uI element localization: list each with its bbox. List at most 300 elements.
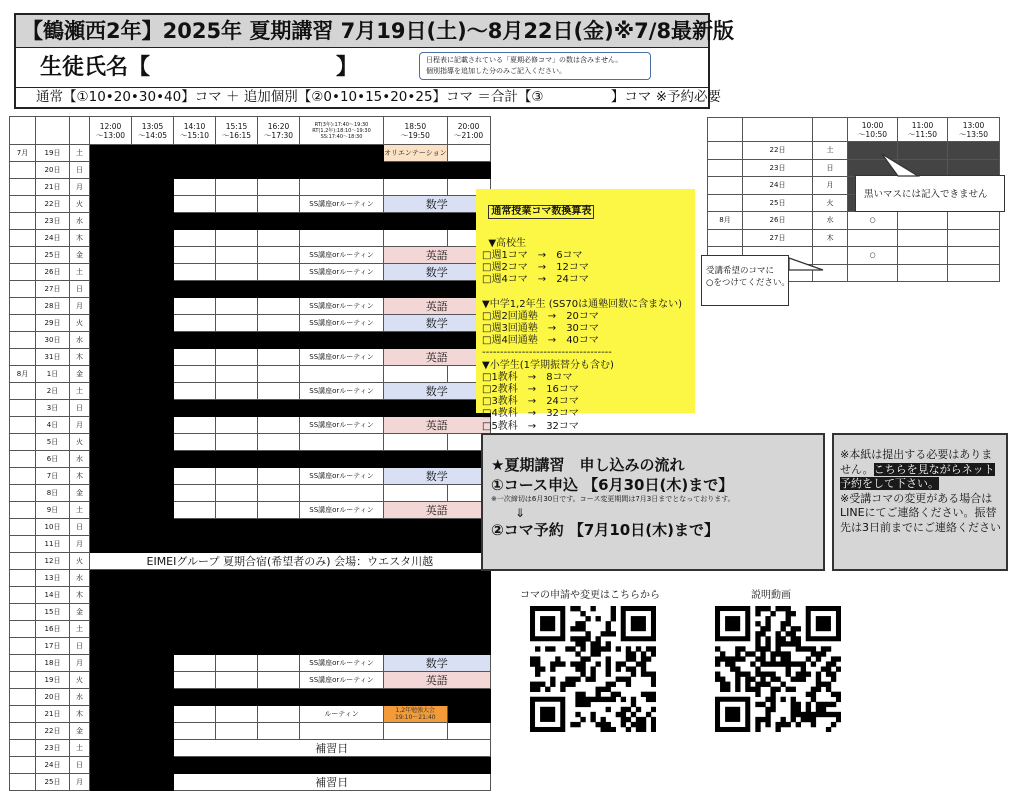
weekday-cell: 火 — [70, 553, 90, 570]
page-title: 【鶴瀬西2年】2025年 夏期講習 7月19日(土)～8月22日(金)※7/8最新版 — [16, 15, 708, 48]
blocked-cell — [258, 332, 300, 349]
blocked-cell — [174, 621, 216, 638]
blocked-cell — [384, 570, 448, 587]
month-cell — [10, 383, 36, 400]
open-slot[interactable] — [174, 672, 216, 689]
open-slot[interactable] — [174, 434, 216, 451]
callout-pointer-2 — [787, 250, 825, 274]
header-weekday — [70, 117, 90, 145]
blocked-cell — [132, 621, 174, 638]
conversion-body: ▼高校生 □週1コマ → 6コマ □週2コマ → 12コマ □週4コマ → 24コマ ▼中学1,2年生 (SS70は通塾回数に含まない) □週2回通塾 → 20コマ □週3回通塾 → 30コマ □週4回通塾 → 40コマ ------------------------------------ ▼小学生(1学期振替分も含む) □1教科 → 8コマ □2教科 → 16コマ □3教科 → 24コマ □4教科 → 32コマ □5教科 → 32コマ — [482, 237, 682, 432]
open-slot[interactable] — [216, 655, 258, 672]
subject-cell: 数学 — [384, 315, 491, 332]
open-slot[interactable] — [216, 485, 258, 502]
date-cell: 29日 — [36, 315, 70, 332]
open-slot[interactable] — [216, 230, 258, 247]
blocked-cell — [300, 621, 384, 638]
open-slot[interactable] — [384, 723, 448, 740]
open-slot[interactable] — [174, 264, 216, 281]
weekday-cell: 月 — [70, 179, 90, 196]
open-slot[interactable] — [216, 417, 258, 434]
blocked-cell — [216, 281, 258, 298]
ss-routine-cell: SS講座orルーティン — [300, 672, 384, 689]
schedule-row — [10, 332, 491, 349]
blocked-cell — [258, 689, 300, 706]
blocked-cell — [300, 400, 384, 417]
month-cell — [10, 689, 36, 706]
open-slot[interactable] — [384, 434, 448, 451]
open-slot[interactable] — [174, 349, 216, 366]
ss-routine-cell: SS講座orルーティン — [300, 349, 384, 366]
month-cell — [10, 519, 36, 536]
schedule-row — [10, 451, 491, 468]
time-slot-header: 11:00 ～11:50 — [898, 118, 948, 142]
open-slot[interactable] — [174, 179, 216, 196]
schedule-row — [10, 400, 491, 417]
schedule-row — [10, 553, 491, 570]
date-cell: 12日 — [36, 553, 70, 570]
weekday-cell: 水 — [70, 451, 90, 468]
open-slot[interactable] — [258, 349, 300, 366]
month-cell — [10, 468, 36, 485]
blocked-cell — [447, 706, 490, 723]
weekday-cell: 土 — [70, 383, 90, 400]
qr-code-booking[interactable] — [530, 606, 656, 732]
schedule-row — [10, 417, 491, 434]
blocked-cell — [132, 179, 174, 196]
slot-cell — [898, 212, 948, 230]
schedule-row — [10, 145, 491, 162]
open-slot[interactable] — [216, 723, 258, 740]
blocked-cell — [132, 162, 174, 179]
open-slot[interactable] — [174, 315, 216, 332]
date-cell: 22日 — [743, 142, 813, 160]
open-slot[interactable] — [174, 196, 216, 213]
blocked-cell — [216, 162, 258, 179]
weekday-cell: 月 — [70, 536, 90, 553]
date-cell: 18日 — [36, 655, 70, 672]
date-cell: 27日 — [743, 229, 813, 247]
weekday-cell: 金 — [70, 723, 90, 740]
blocked-cell — [132, 757, 174, 774]
blocked-cell — [90, 468, 132, 485]
open-slot[interactable] — [174, 723, 216, 740]
open-slot[interactable] — [216, 706, 258, 723]
blocked-cell — [384, 621, 448, 638]
blocked-cell — [300, 213, 384, 230]
month-cell — [708, 177, 743, 195]
slot-cell — [898, 247, 948, 265]
blocked-cell — [384, 757, 448, 774]
blocked-cell — [90, 434, 132, 451]
date-cell: 22日 — [36, 723, 70, 740]
callout-pointer — [880, 152, 920, 178]
blocked-cell — [948, 159, 1000, 177]
month-cell — [10, 247, 36, 264]
weekday-cell: 土 — [70, 740, 90, 757]
weekday-cell: 火 — [70, 315, 90, 332]
open-slot[interactable] — [384, 179, 448, 196]
blocked-cell — [384, 400, 448, 417]
blocked-cell — [174, 400, 216, 417]
date-cell: 6日 — [36, 451, 70, 468]
month-cell — [10, 485, 36, 502]
weekday-cell: 金 — [70, 366, 90, 383]
callout-note: 日程表に記載されている「夏期必修コマ」の数は含みません。 個別指導を追加した分のみご記入ください。 — [419, 52, 651, 80]
blocked-cell — [258, 604, 300, 621]
subject-cell: 英語 — [384, 298, 491, 315]
open-slot[interactable] — [216, 434, 258, 451]
notice-c: ※受講コマの変更がある場合はLINEにてご連絡ください。振替先は3日前までにご連絡ください — [840, 491, 1001, 534]
blocked-cell — [132, 723, 174, 740]
blocked-cell — [384, 519, 448, 536]
schedule-row — [10, 366, 491, 383]
open-slot[interactable] — [300, 723, 384, 740]
open-slot[interactable] — [258, 179, 300, 196]
right-header-row — [708, 118, 1000, 142]
blocked-cell — [90, 587, 132, 604]
slot-cell: ○ — [848, 212, 898, 230]
blocked-cell — [300, 451, 384, 468]
weekday-cell: 月 — [70, 655, 90, 672]
open-slot[interactable] — [258, 264, 300, 281]
month-cell — [10, 621, 36, 638]
blocked-cell — [132, 672, 174, 689]
weekday-cell: 木 — [70, 587, 90, 604]
open-slot[interactable] — [216, 298, 258, 315]
blocked-cell — [384, 536, 448, 553]
blocked-cell — [90, 621, 132, 638]
blocked-cell — [174, 638, 216, 655]
blocked-cell — [90, 757, 132, 774]
time-slot-header: 16:20 ～17:30 — [258, 117, 300, 145]
blocked-cell — [90, 264, 132, 281]
blocked-cell — [90, 179, 132, 196]
header-date — [36, 117, 70, 145]
month-cell: 8月 — [10, 366, 36, 383]
month-cell — [10, 723, 36, 740]
open-slot[interactable] — [384, 485, 448, 502]
blocked-cell — [258, 587, 300, 604]
weekday-cell: 土 — [70, 264, 90, 281]
open-slot[interactable] — [258, 468, 300, 485]
open-slot[interactable] — [216, 349, 258, 366]
open-slot[interactable] — [258, 230, 300, 247]
open-slot[interactable] — [216, 468, 258, 485]
weekday-cell: 月 — [70, 298, 90, 315]
month-cell — [10, 655, 36, 672]
schedule-row — [10, 196, 491, 213]
schedule-row — [10, 587, 491, 604]
blocked-cell — [90, 349, 132, 366]
date-cell: 26日 — [36, 264, 70, 281]
empty-cell — [447, 145, 490, 162]
month-cell — [10, 196, 36, 213]
blocked-cell — [132, 230, 174, 247]
month-cell — [10, 570, 36, 587]
blocked-cell — [90, 451, 132, 468]
weekday-cell: 日 — [70, 281, 90, 298]
open-slot[interactable] — [216, 502, 258, 519]
slot-cell — [948, 264, 1000, 282]
blocked-cell — [447, 604, 490, 621]
weekday-cell: 金 — [70, 247, 90, 264]
blocked-cell — [132, 570, 174, 587]
month-cell — [10, 264, 36, 281]
weekday-cell: 土 — [813, 142, 848, 160]
schedule-row — [10, 621, 491, 638]
open-slot[interactable] — [174, 247, 216, 264]
blocked-cell — [384, 281, 448, 298]
month-cell — [10, 536, 36, 553]
date-cell: 4日 — [36, 417, 70, 434]
date-cell: 24日 — [743, 177, 813, 195]
ss-routine-cell: SS講座orルーティン — [300, 247, 384, 264]
blocked-cell — [258, 757, 300, 774]
schedule-row — [10, 706, 491, 723]
open-slot[interactable] — [300, 485, 384, 502]
month-cell — [10, 417, 36, 434]
header-date — [743, 118, 813, 142]
blocked-cell — [132, 604, 174, 621]
weekday-cell: 金 — [70, 604, 90, 621]
blocked-cell — [90, 502, 132, 519]
weekday-cell: 水 — [70, 332, 90, 349]
blocked-cell — [90, 162, 132, 179]
open-slot[interactable] — [258, 298, 300, 315]
date-cell: 26日 — [743, 212, 813, 230]
blocked-cell — [132, 536, 174, 553]
date-cell: 3日 — [36, 400, 70, 417]
schedule-row — [10, 281, 491, 298]
schedule-row — [10, 655, 491, 672]
blocked-cell — [216, 689, 258, 706]
right-row — [708, 229, 1000, 247]
header-month — [708, 118, 743, 142]
schedule-row — [10, 672, 491, 689]
open-slot[interactable] — [258, 672, 300, 689]
blocked-cell — [300, 536, 384, 553]
subject-cell: 英語 — [384, 247, 491, 264]
schedule-row — [10, 536, 491, 553]
blocked-cell — [216, 213, 258, 230]
blocked-cell — [90, 315, 132, 332]
month-cell — [10, 451, 36, 468]
right-row — [708, 159, 1000, 177]
slot-cell — [948, 247, 1000, 265]
month-cell — [10, 502, 36, 519]
month-cell — [10, 757, 36, 774]
blocked-cell — [447, 162, 490, 179]
schedule-row — [10, 689, 491, 706]
open-slot[interactable] — [216, 315, 258, 332]
blocked-cell — [384, 162, 448, 179]
blocked-cell — [258, 621, 300, 638]
open-slot[interactable] — [384, 366, 448, 383]
weekday-cell: 日 — [70, 162, 90, 179]
ss-routine-cell: SS講座orルーティン — [300, 417, 384, 434]
time-slot-header: 10:00 ～10:50 — [848, 118, 898, 142]
blocked-cell — [258, 570, 300, 587]
open-slot[interactable] — [258, 502, 300, 519]
blocked-cell — [447, 587, 490, 604]
schedule-row — [10, 468, 491, 485]
month-cell: 7月 — [10, 145, 36, 162]
date-cell: 19日 — [36, 145, 70, 162]
open-slot[interactable] — [300, 434, 384, 451]
open-slot[interactable] — [174, 298, 216, 315]
blocked-cell — [384, 689, 448, 706]
blocked-cell — [258, 638, 300, 655]
blocked-cell — [216, 332, 258, 349]
weekday-cell: 火 — [70, 672, 90, 689]
open-slot[interactable] — [258, 366, 300, 383]
open-slot[interactable] — [258, 315, 300, 332]
date-cell: 8日 — [36, 485, 70, 502]
open-slot[interactable] — [258, 655, 300, 672]
study-tournament-cell: 1,2年勉強大会 19:10～21:40 — [384, 706, 448, 723]
time-slot-header: 15:15 ～16:15 — [216, 117, 258, 145]
time-slot-header: 14:10 ～15:10 — [174, 117, 216, 145]
open-slot[interactable] — [174, 468, 216, 485]
month-cell — [10, 774, 36, 791]
open-slot[interactable] — [258, 196, 300, 213]
blocked-cell — [300, 145, 384, 162]
schedule-table — [9, 116, 491, 791]
blocked-cell — [132, 332, 174, 349]
blocked-cell — [174, 689, 216, 706]
blocked-cell — [90, 213, 132, 230]
blocked-cell — [132, 417, 174, 434]
blocked-cell — [132, 366, 174, 383]
open-slot[interactable] — [216, 672, 258, 689]
open-slot[interactable] — [258, 417, 300, 434]
date-cell: 20日 — [36, 689, 70, 706]
open-slot[interactable] — [258, 723, 300, 740]
open-slot[interactable] — [258, 434, 300, 451]
date-cell: 30日 — [36, 332, 70, 349]
blocked-cell — [300, 281, 384, 298]
blocked-cell — [132, 298, 174, 315]
month-cell — [10, 332, 36, 349]
blocked-cell — [90, 723, 132, 740]
qr-code-video[interactable] — [715, 606, 841, 732]
open-slot[interactable] — [174, 502, 216, 519]
blocked-cell — [300, 757, 384, 774]
open-slot[interactable] — [258, 247, 300, 264]
blocked-cell — [216, 604, 258, 621]
date-cell: 5日 — [36, 434, 70, 451]
date-cell: 23日 — [743, 159, 813, 177]
blocked-cell — [90, 247, 132, 264]
date-cell: 16日 — [36, 621, 70, 638]
month-cell — [708, 142, 743, 160]
application-flow — [481, 433, 825, 571]
month-cell — [10, 349, 36, 366]
blocked-cell — [300, 638, 384, 655]
weekday-cell: 木 — [70, 706, 90, 723]
blocked-cell — [258, 162, 300, 179]
blocked-cell — [174, 332, 216, 349]
schedule-row — [10, 502, 491, 519]
open-slot[interactable] — [300, 179, 384, 196]
blocked-cell — [90, 400, 132, 417]
blocked-cell — [384, 638, 448, 655]
open-slot[interactable] — [258, 485, 300, 502]
qr-right-label: 説明動画 — [751, 590, 791, 601]
open-slot[interactable] — [174, 383, 216, 400]
open-slot[interactable] — [174, 366, 216, 383]
blocked-cell — [174, 281, 216, 298]
blocked-cell — [132, 400, 174, 417]
blocked-cell — [174, 451, 216, 468]
open-slot[interactable] — [384, 230, 448, 247]
month-cell — [10, 213, 36, 230]
conversion-heading: 通常授業コマ数換算表 — [488, 205, 594, 219]
open-slot[interactable] — [447, 723, 490, 740]
open-slot[interactable] — [174, 485, 216, 502]
open-slot[interactable] — [300, 366, 384, 383]
date-cell: 25日 — [36, 774, 70, 791]
month-cell — [10, 672, 36, 689]
blocked-cell — [132, 774, 174, 791]
blocked-cell — [132, 519, 174, 536]
subject-cell: 数学 — [384, 196, 491, 213]
open-slot[interactable] — [258, 383, 300, 400]
date-cell: 13日 — [36, 570, 70, 587]
open-slot[interactable] — [174, 706, 216, 723]
open-slot[interactable] — [216, 179, 258, 196]
open-slot[interactable] — [216, 247, 258, 264]
date-cell: 1日 — [36, 366, 70, 383]
blocked-cell — [132, 706, 174, 723]
weekday-cell: 土 — [70, 621, 90, 638]
schedule-row — [10, 179, 491, 196]
open-slot[interactable] — [216, 264, 258, 281]
open-slot[interactable] — [174, 230, 216, 247]
blocked-cell — [132, 315, 174, 332]
flow-step1: ①コース申込 【6月30日(木)まで】 — [491, 476, 734, 494]
blocked-cell — [132, 468, 174, 485]
date-cell: 2日 — [36, 383, 70, 400]
month-cell — [708, 194, 743, 212]
blocked-cell — [384, 587, 448, 604]
weekday-cell: 火 — [70, 434, 90, 451]
open-slot[interactable] — [258, 706, 300, 723]
blocked-cell — [132, 638, 174, 655]
schedule-row — [10, 264, 491, 281]
open-slot[interactable] — [216, 383, 258, 400]
month-cell — [10, 740, 36, 757]
month-cell — [10, 434, 36, 451]
weekday-cell: 水 — [70, 570, 90, 587]
open-slot[interactable] — [216, 196, 258, 213]
weekday-cell: 日 — [70, 757, 90, 774]
open-slot[interactable] — [174, 655, 216, 672]
month-cell — [10, 179, 36, 196]
makeup-day-banner: 補習日 — [174, 740, 491, 757]
time-slot-header: 18:50 ～19:50 — [384, 117, 448, 145]
blocked-cell — [90, 706, 132, 723]
open-slot[interactable] — [174, 417, 216, 434]
open-slot[interactable] — [216, 366, 258, 383]
schedule-row — [10, 247, 491, 264]
name-close: 】 — [336, 55, 359, 80]
open-slot[interactable] — [300, 230, 384, 247]
month-cell — [10, 400, 36, 417]
blocked-cell — [90, 638, 132, 655]
blocked-cell — [132, 213, 174, 230]
